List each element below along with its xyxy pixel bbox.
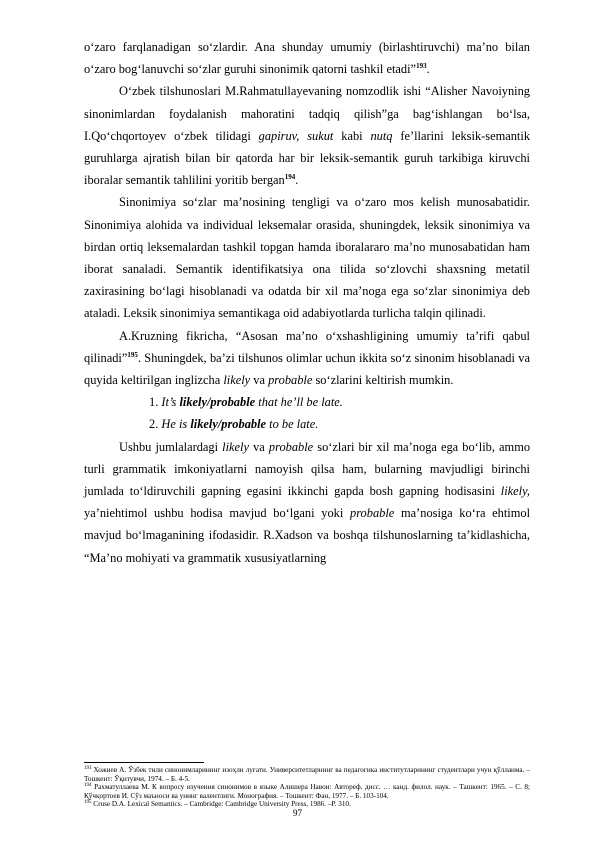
- italic-term: likely,: [500, 484, 530, 499]
- italic-term: nutq: [370, 128, 393, 143]
- paragraph-text: ya’niehtimol ushbu hodisa mavjud bo‘lgani yoki: [84, 506, 350, 521]
- paragraph-text: ma’nosiga ko‘ra ehtimol mavjud bo‘lmaganining ifodasidir. R.Xadson va boshqa tilshunoslarning ta’kidlashicha, “Ma’no mohiyati va grammatik xususiyatlarning: [84, 506, 531, 565]
- example-1: [149, 391, 530, 413]
- footnote-ref-194[interactable]: 194: [284, 173, 296, 182]
- italic-term: probable: [268, 439, 314, 454]
- footnote-194: [84, 783, 530, 800]
- paragraph-text: so‘zlarini keltirish mumkin.: [312, 373, 454, 388]
- paragraph-text: O‘zbek tilshunoslari M.Rahmatullayevaning nomzodlik ishi “Alisher Navoiyning sinonimlardan foydalanish mahoratini tadqiq qilish”ga bag‘ishlangan bo‘lsa, I.Qo‘chqortoyev o‘zbek tilidagi: [84, 84, 530, 143]
- paragraph-5: [84, 436, 530, 569]
- example-text: He is: [161, 417, 191, 432]
- example-2: [149, 413, 530, 435]
- footnote-193: [84, 766, 530, 783]
- example-text: that he’ll be late.: [255, 395, 343, 410]
- paragraph-2: [84, 80, 530, 191]
- footnote-separator: [84, 762, 204, 763]
- footnote-ref-193[interactable]: 193: [416, 62, 427, 71]
- footnote-number: 193: [84, 766, 92, 771]
- paragraph-text: . Shuningdek, ba’zi tilshunos olimlar uchun ikkita so‘z sinonim hisoblanadi va quyida keltirilgan inglizcha: [84, 350, 530, 388]
- example-number: 2.: [149, 417, 159, 432]
- italic-term: probable: [268, 373, 313, 388]
- italic-term: probable: [350, 506, 395, 521]
- paragraph-text: so‘zlari bir xil ma’noga ega bo‘lib, ammo turli grammatik imkoniyatlarni namoyish qilsa ham, bularning mavjudligi birinchi jumlada to‘ldiruvchili gapning egasini ikkinchi gapda bosh gapning hodisasini: [84, 439, 531, 499]
- paragraph-3: Sinonimiya so‘zlar ma’nosining tengligi va o‘zaro mos kelish munosabatidir. Sinonimiya alohida va individual leksemalar orasida, shuningdek, leksik sinonimiya va birdan ortiq leksemalardan tashkil topgan hamda iboralararo ma’no munosabatidan ham iborat sanaladi. Semantik identifikatsiya ona tilida so‘zlovchi shaxsning metatil zaxirasining bo‘lagi hisoblanadi va odatda bir xil ma’noga ega so‘zlar sinonimiya deb ataladi. Leksik sinonimiya semantikaga oid adabiyotlarda turlicha talqin qilinadi.: [84, 195, 530, 321]
- footnote-text: Хожиев А. Ўзбек тили синонимларининг изоҳли луғати. Университетларнинг ва педагогика институтларининг студентлари учун қўлланма. – Тошкент: Ўқитувчи, 1974. – Б. 4-5.: [84, 766, 530, 783]
- paragraph-text: va: [250, 373, 269, 388]
- paragraph-text: Ushbu jumlalardagi: [119, 439, 223, 454]
- italic-term: likely: [223, 373, 251, 388]
- paragraph-text: .: [426, 62, 430, 77]
- page-body: [84, 36, 530, 569]
- paragraph-text: va: [249, 439, 269, 454]
- footnote-text: Cruse D.A. Lexical Semantics. – Cambridge: Cambridge University Press, 1986. –P. 310.: [91, 800, 351, 809]
- paragraph-text: fe’llarini leksik-semantik guruhlarga ajratish bilan bir qatorda har bir leksik-semantik guruh tarkibiga kiruvchi iboralar semantik tahlilini yoritib bergan: [84, 128, 531, 188]
- example-keyword: likely/probable: [190, 417, 267, 432]
- page-number: 97: [293, 808, 302, 818]
- example-text: It’s: [161, 395, 180, 410]
- paragraph-4: [84, 325, 530, 392]
- example-keyword: likely/probable: [179, 395, 256, 410]
- paragraph-1: [84, 36, 530, 80]
- footnote-number: 194: [84, 783, 92, 789]
- italic-term: gapiruv, sukut: [258, 128, 334, 143]
- paragraph-text: kabi: [333, 128, 371, 143]
- example-number: 1.: [149, 395, 159, 410]
- paragraph-text: A.Kruzning fikricha, “Asosan ma’no o‘xshashligining umumiy ta’rifi qabul qilinadi”: [84, 328, 530, 365]
- example-text: to be late.: [266, 417, 319, 432]
- footnote-ref-195[interactable]: 195: [127, 350, 138, 359]
- footnote-number: 195: [84, 800, 92, 806]
- italic-term: likely: [222, 439, 249, 454]
- footnote-text: Рахматуллаева М. К вопросу изучения синонимов в языке Алишера Навои: Автореф. дисс. … канд. филол. наук. – Ташкент: 1965. – С. 8; Қўчқортоев И. Сўз маъноси ва унинг валентлиги. Монография. – Тошкент: Фан, 1977. – Б. 103-104.: [84, 783, 530, 800]
- paragraph-text: o‘zaro farqlanadigan so‘zlardir. Ana shunday umumiy (birlashtiruvchi) ma’no bilan o‘zaro bog‘lanuvchi so‘zlar guruhi sinonimik qatorni tashkil etadi”: [84, 40, 530, 77]
- paragraph-text: .: [295, 173, 299, 188]
- footnotes: [84, 766, 530, 809]
